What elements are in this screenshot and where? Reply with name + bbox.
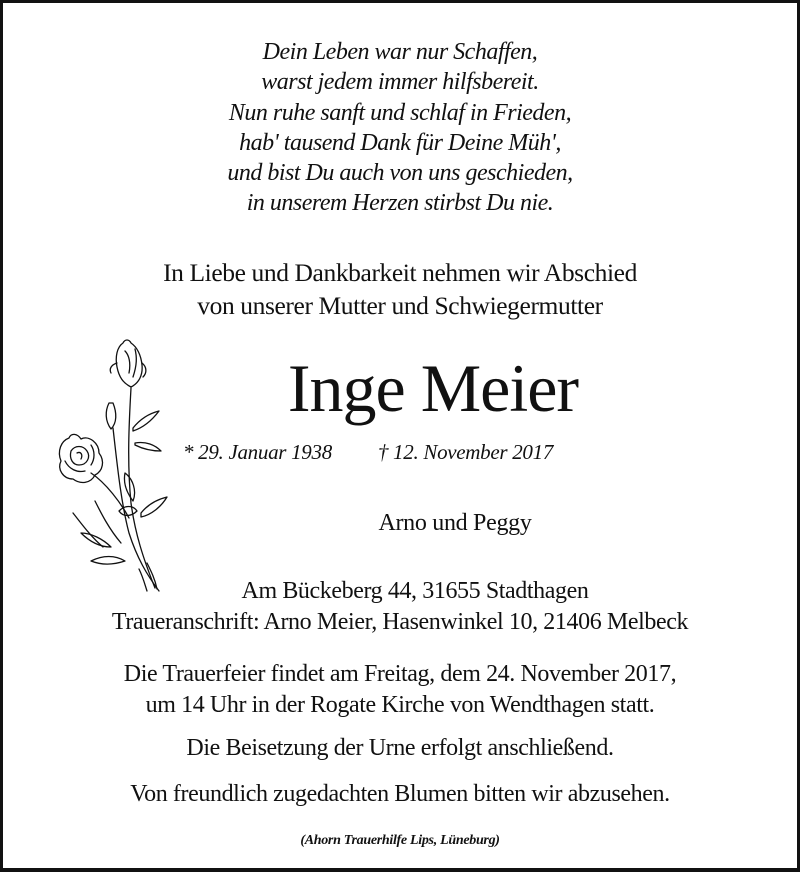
address-line: Am Bückeberg 44, 31655 Stadthagen [241,578,589,604]
poem-line: in unserem Herzen stirbst Du nie. [246,190,554,217]
burial-info: Die Beisetzung der Urne erfolgt anschließend. [186,735,614,761]
flowers-note: Von freundlich zugedachten Blumen bitten wir abzusehen. [130,781,670,807]
death-date: † 12. November 2017 [377,440,554,464]
poem-line: hab' tausend Dank für Deine Müh', [239,129,561,156]
poem-line: warst jedem immer hilfsbereit. [261,69,539,96]
intro-line: von unserer Mutter und Schwiegermutter [197,291,603,320]
life-dates [183,439,553,465]
poem [3,37,797,219]
mourning-address: Traueranschrift: Arno Meier, Hasenwinkel 10, 21406 Melbeck [111,609,689,635]
intro-line: In Liebe und Dankbarkeit nehmen wir Abschied [163,258,637,287]
poem-line: und bist Du auch von uns geschieden, [227,160,573,187]
deceased-name [143,348,797,428]
signers: Arno und Peggy [378,510,532,536]
funeral-home-credit: (Ahorn Trauerhilfe Lips, Lüneburg) [300,833,500,848]
birth-date: * 29. Januar 1938 [183,440,332,464]
service-line: Die Trauerfeier findet am Freitag, dem 24. November 2017, [123,661,677,687]
service-info [3,659,797,721]
poem-line: Nun ruhe sanft und schlaf in Frieden, [228,99,572,126]
poem-line: Dein Leben war nur Schaffen, [262,39,538,65]
farewell-intro [3,256,797,322]
deceased-name-text: Inge Meier [287,350,579,426]
service-line: um 14 Uhr in der Rogate Kirche von Wendthagen statt. [145,692,655,718]
